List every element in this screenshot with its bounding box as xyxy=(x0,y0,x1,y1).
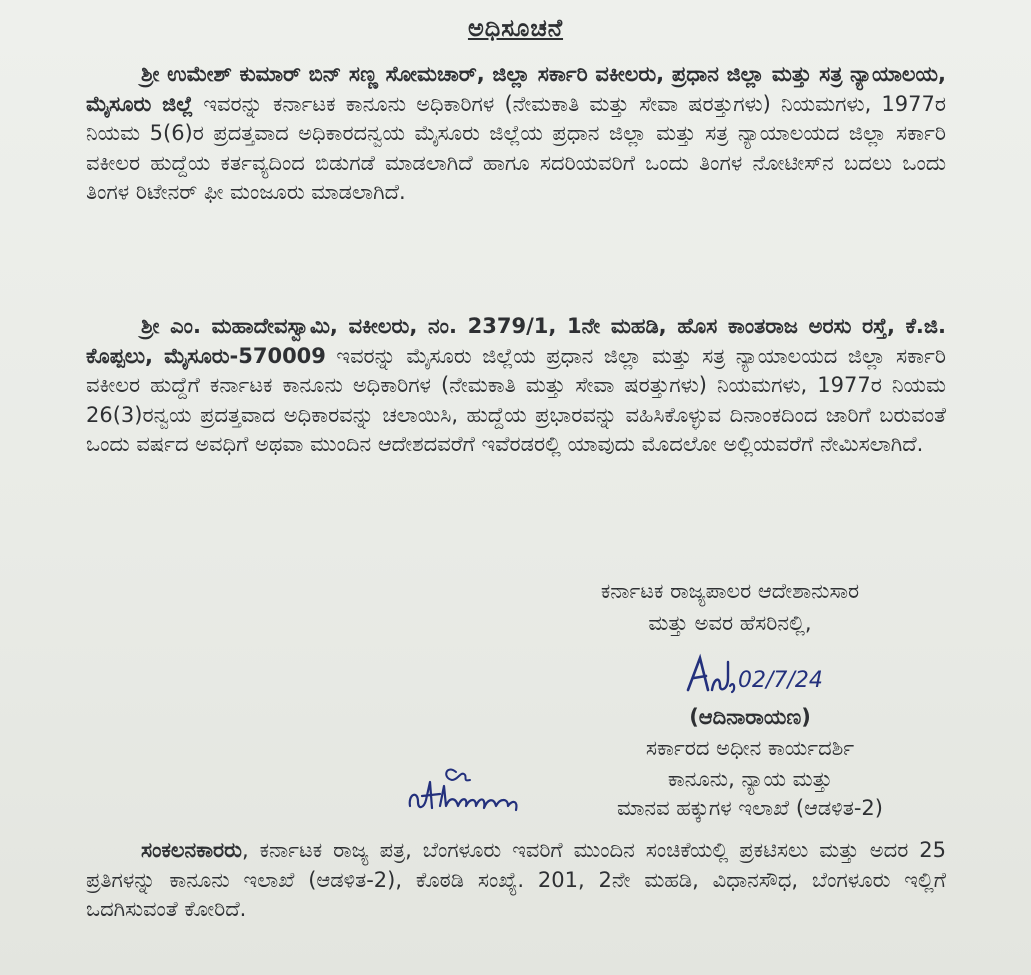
signature-date: 02/7/24 xyxy=(738,668,823,693)
para1-bold-text: ಶ್ರೀ ಉಮೇಶ್ ಕುಮಾರ್ ಬಿನ್ ಸಣ್ಣ ಸೋಮಚಾರ್, ಜಿಲ್ಲಾ ಸರ್ಕಾರಿ ವಕೀಲರು, ಪ್ರಧಾನ ಜಿಲ್ಲಾ ಮತ್ತು ಸತ್ರ ನ್ಯಾಯಾಲಯ, ಮೈಸೂರು ಜಿಲ್ಲೆ xyxy=(86,62,946,116)
document-heading: ಅಧಿಸೂಚನೆ xyxy=(467,14,564,42)
officer-name: (ಆದಿನಾರಾಯಣ) xyxy=(689,705,811,729)
paragraph-release-order xyxy=(86,60,946,208)
paragraph-appointment-order xyxy=(86,312,946,460)
authority-line-2: ಮತ್ತು ಅವರ ಹೆಸರಿನಲ್ಲಿ, xyxy=(648,611,812,635)
handwritten-initials xyxy=(404,760,534,818)
para1-body-text: ಇವರನ್ನು ಕರ್ನಾಟಕ ಕಾನೂನು ಅಧಿಕಾರಿಗಳ (ನೇಮಕಾತಿ ಮತ್ತು ಸೇವಾ ಷರತ್ತುಗಳು) ನಿಯಮಗಳು, 1977ರ ನಿಯಮ 5(6)ರ ಪ್ರದತ್ತವಾದ ಅಧಿಕಾರದನ್ವಯ ಮೈಸೂರು ಜಿಲ್ಲೆಯ ಪ್ರಧಾನ ಜಿಲ್ಲಾ ಮತ್ತು ಸತ್ರ ನ್ಯಾಯಾಲಯದ ಜಿಲ್ಲಾ ಸರ್ಕಾರಿ ವಕೀಲರ ಹುದ್ದೆಯ ಕರ್ತವ್ಯದಿಂದ ಬಿಡುಗಡೆ ಮಾಡಲಾಗಿದೆ ಹಾಗೂ ಸದರಿಯವರಿಗೆ ಒಂದು ತಿಂಗಳ ನೋಟೀಸ್‌ನ ಬದಲು ಒಂದು ತಿಂಗಳ ರಿಟೇನರ್ ಫೀ ಮಂಜೂರು ಮಾಡಲಾಗಿದೆ. xyxy=(86,91,946,205)
para3-bold-text: ಸಂಕಲನಕಾರರು xyxy=(141,838,242,862)
officer-department-line-2: ಮಾನವ ಹಕ್ಕುಗಳ ಇಲಾಖೆ (ಆಡಳಿತ-2) xyxy=(617,796,883,820)
officer-department-line-1: ಕಾನೂನು, ನ್ಯಾಯ ಮತ್ತು xyxy=(667,767,833,791)
para2-body-text: ಇವರನ್ನು ಮೈಸೂರು ಜಿಲ್ಲೆಯ ಪ್ರಧಾನ ಜಿಲ್ಲಾ ಮತ್ತು ಸತ್ರ ನ್ಯಾಯಾಲಯದ ಜಿಲ್ಲಾ ಸರ್ಕಾರಿ ವಕೀಲರ ಹುದ್ದೆಗೆ ಕರ್ನಾಟಕ ಕಾನೂನು ಅಧಿಕಾರಿಗಳ (ನೇಮಕಾತಿ ಮತ್ತು ಸೇವಾ ಷರತ್ತುಗಳು) ನಿಯಮಗಳು, 1977ರ ನಿಯಮ 26(3)ರನ್ವಯ ಪ್ರದತ್ತವಾದ ಅಧಿಕಾರವನ್ನು ಚಲಾಯಿಸಿ, ಹುದ್ದೆಯ ಪ್ರಭಾರವನ್ನು ವಹಿಸಿಕೊಳ್ಳುವ ದಿನಾಂಕದಿಂದ ಜಾರಿಗೆ ಬರುವಂತೆ ಒಂದು ವರ್ಷದ ಅವಧಿಗೆ ಅಥವಾ ಮುಂದಿನ ಆದೇಶದವರೆಗೆ ಇವೆರಡರಲ್ಲಿ ಯಾವುದು ಮೊದಲೋ ಅಲ್ಲಿಯವರೆಗೆ ನೇಮಿಸಲಾಗಿದೆ. xyxy=(86,343,946,457)
officer-designation: ಸರ್ಕಾರದ ಅಧೀನ ಕಾರ್ಯದರ್ಶಿ xyxy=(645,736,855,760)
para2-bold-text: ಶ್ರೀ ಎಂ. ಮಹಾದೇವಸ್ವಾಮಿ, ವಕೀಲರು, ನಂ. 2379/1, 1ನೇ ಮಹಡಿ, ಹೊಸ ಕಾಂತರಾಜ ಅರಸು ರಸ್ತೆ, ಕೆ.ಜಿ. ಕೊಪ್ಪಲು, ಮೈಸೂರು-570009 xyxy=(86,314,946,368)
paragraph-gazette-publication xyxy=(86,836,946,925)
para3-body-text: , ಕರ್ನಾಟಕ ರಾಜ್ಯ ಪತ್ರ, ಬೆಂಗಳೂರು ಇವರಿಗೆ ಮುಂದಿನ ಸಂಚಿಕೆಯಲ್ಲಿ ಪ್ರಕಟಿಸಲು ಮತ್ತು ಅದರ 25 ಪ್ರತಿಗಳನ್ನು ಕಾನೂನು ಇಲಾಖೆ (ಆಡಳಿತ-2), ಕೊಠಡಿ ಸಂಖ್ಯೆ. 201, 2ನೇ ಮಹಡಿ, ವಿಧಾನಸೌಧ, ಬೆಂಗಳೂರು ಇಲ್ಲಿಗೆ ಒದಗಿಸುವಂತೆ ಕೋರಿದೆ. xyxy=(86,838,946,922)
authority-line-1: ಕರ್ನಾಟಕ ರಾಜ್ಯಪಾಲರ ಆದೇಶಾನುಸಾರ xyxy=(600,579,860,603)
